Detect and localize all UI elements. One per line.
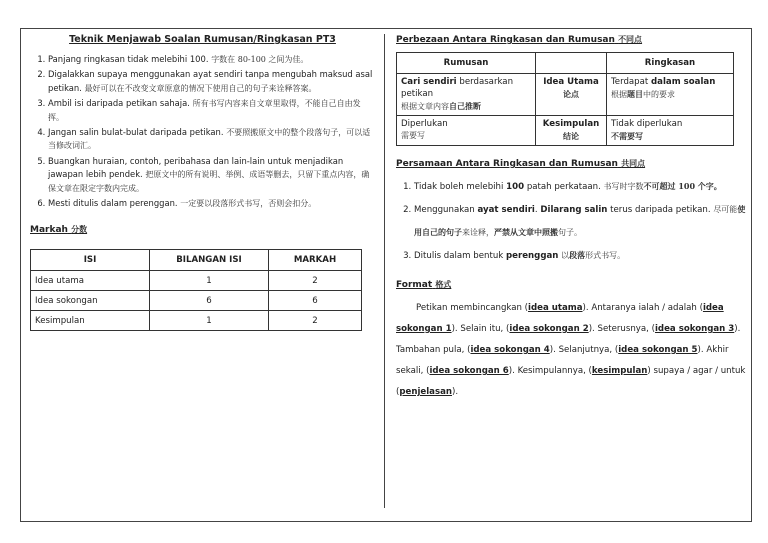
table-cell: 6 [269, 291, 362, 311]
table-cell: 1 [150, 271, 269, 291]
technique-list [30, 53, 375, 210]
table-cell: Diperlukan 需要写 [397, 116, 536, 146]
column-divider [384, 34, 385, 508]
difference-heading: Perbezaan Antara Ringkasan dan Rumusan 不同点 [396, 34, 643, 45]
page-title: Teknik Menjawab Soalan Rumusan/Ringkasan PT3 [69, 34, 336, 45]
list-item: 2. Menggunakan ayat sendiri. Dilarang salin terus daripada petikan. 尽可能使用自己的句子来诠释，严禁从文章中照搬句子。 [414, 198, 748, 244]
table-cell: 6 [150, 291, 269, 311]
list-item: 1. Panjang ringkasan tidak melebihi 100. 字数在 80-100 之间为佳。 [48, 53, 375, 66]
table-row [31, 291, 362, 311]
table-cell: Tidak diperlukan 不需要写 [607, 116, 734, 146]
table-cell: Cari sendiri berdasarkan petikan 根据文章内容自己推断 [397, 74, 536, 116]
table-cell: Kesimpulan 结论 [536, 116, 607, 146]
table-cell: Idea sokongan [31, 291, 150, 311]
similarity-list [396, 175, 748, 267]
list-item: 2. Digalakkan supaya menggunakan ayat sendiri tanpa mengubah maksud asal petikan. 最好可以在不改变文章原意的情况下使用自己的句子来诠释答案。 [48, 68, 375, 95]
table-cell: 2 [269, 271, 362, 291]
list-item: 1. Tidak boleh melebihi 100 patah perkataan. 书写时字数不可超过 100 个字。 [414, 175, 748, 198]
table-cell: 1 [150, 311, 269, 331]
table-header: ISI [31, 250, 150, 271]
markah-heading: Markah 分数 [30, 224, 88, 236]
table-row [31, 311, 362, 331]
list-item: 5. Buangkan huraian, contoh, peribahasa dan lain-lain untuk menjadikan jawapan lebih pendek. 把原文中的所有说明、举例、成语等删去，只留下重点内容，确保文章在限定字数内完成。 [48, 155, 375, 195]
left-column [30, 34, 375, 331]
list-item: 3. Ditulis dalam bentuk perenggan 以段落形式书写。 [414, 244, 748, 267]
table-header: Ringkasan [607, 53, 734, 74]
list-item: 4. Jangan salin bulat-bulat daripada petikan. 不要照搬原文中的整个段落句子，可以适当修改词汇。 [48, 126, 375, 153]
table-row [31, 271, 362, 291]
table-header [536, 53, 607, 74]
list-item: 3. Ambil isi daripada petikan sahaja. 所有书写内容来自文章里取得，不能自己自由发挥。 [48, 97, 375, 124]
markah-table [30, 249, 362, 331]
similarity-heading: Persamaan Antara Ringkasan dan Rumusan 共同点 [396, 158, 646, 169]
table-header: BILANGAN ISI [150, 250, 269, 271]
right-column [396, 34, 748, 403]
table-row [397, 74, 734, 116]
format-paragraph: Petikan membincangkan (idea utama). Antaranya ialah / adalah (idea sokongan 1). Selain itu, (idea sokongan 2). Seterusnya, (idea sokongan 3). Tambahan pula, (idea sokongan 4). Selanjutnya, (idea sokongan 5). Akhir sekali, (idea sokongan 6). Kesimpulannya, (kesimpulan) supaya / agar / untuk (penjelasan). [396, 303, 746, 397]
table-cell: Idea utama [31, 271, 150, 291]
table-header-row [31, 250, 362, 271]
table-cell: 2 [269, 311, 362, 331]
table-row [397, 116, 734, 146]
format-heading: Format 格式 [396, 279, 452, 290]
table-header: MARKAH [269, 250, 362, 271]
list-item: 6. Mesti ditulis dalam perenggan. 一定要以段落形式书写，否则会扣分。 [48, 197, 375, 210]
table-cell: Kesimpulan [31, 311, 150, 331]
table-cell: Terdapat dalam soalan 根据题目中的要求 [607, 74, 734, 116]
table-header: Rumusan [397, 53, 536, 74]
table-cell: Idea Utama 论点 [536, 74, 607, 116]
comparison-table [396, 52, 734, 146]
table-header-row [397, 53, 734, 74]
